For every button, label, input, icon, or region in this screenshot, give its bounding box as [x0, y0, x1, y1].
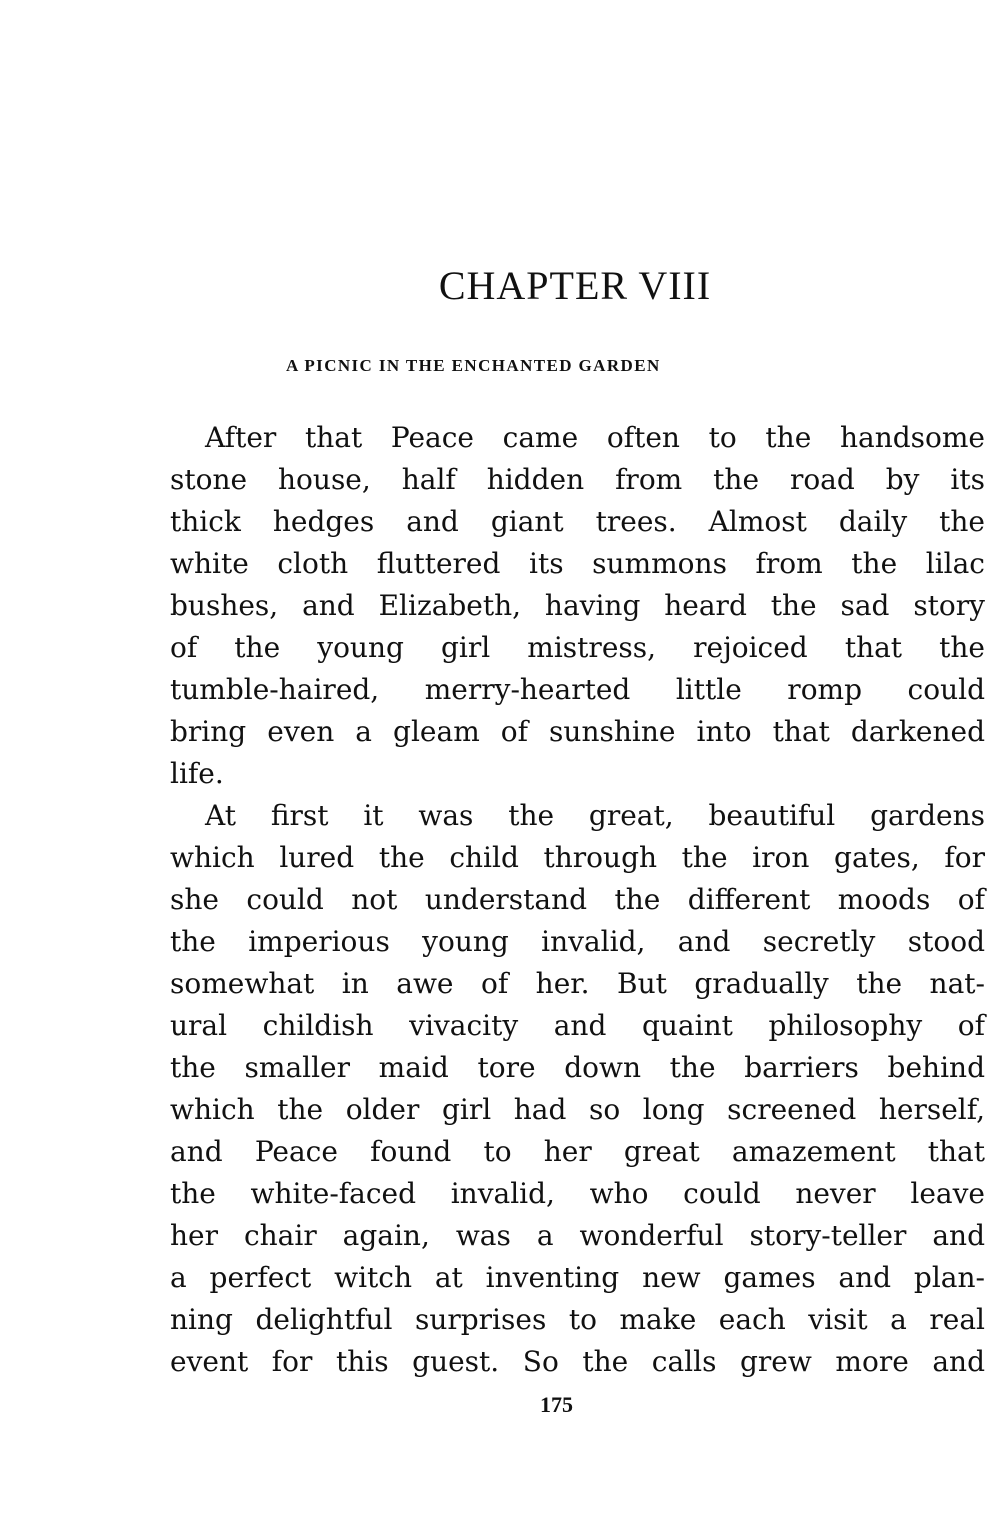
text-line: event for this guest. So the calls grew more and — [170, 1345, 985, 1378]
text-line: and Peace found to her great amazement that — [170, 1135, 985, 1168]
text-line: which the older girl had so long screened herself, — [170, 1093, 985, 1126]
text-line: ning delightful surprises to make each visit a real — [170, 1303, 985, 1336]
text-line: a perfect witch at inventing new games and plan- — [170, 1261, 985, 1294]
body-text — [170, 417, 985, 1383]
text-line: stone house, half hidden from the road by its — [170, 463, 985, 496]
text-line: the imperious young invalid, and secretly stood — [170, 925, 985, 958]
text-line: of the young girl mistress, rejoiced that the — [170, 631, 985, 664]
text-line: somewhat in awe of her. But gradually the nat- — [170, 967, 985, 1000]
text-line: white cloth fluttered its summons from the lilac — [170, 547, 985, 580]
text-line: tumble-haired, merry-hearted little romp could — [170, 673, 985, 706]
chapter-subtitle: A PICNIC IN THE ENCHANTED GARDEN — [286, 356, 661, 375]
text-line: the white-faced invalid, who could never leave — [170, 1177, 985, 1210]
page-number: 175 — [540, 1392, 573, 1417]
text-line: At first it was the great, beautiful gardens — [205, 799, 985, 832]
text-line: thick hedges and giant trees. Almost daily the — [170, 505, 985, 538]
text-line: bring even a gleam of sunshine into that darkened — [170, 715, 985, 748]
text-line: After that Peace came often to the handsome — [205, 421, 985, 454]
text-line: she could not understand the different moods of — [170, 883, 985, 916]
chapter-title: CHAPTER VIII — [438, 263, 712, 308]
text-line: bushes, and Elizabeth, having heard the sad story — [170, 589, 985, 622]
text-line: life. — [170, 757, 224, 790]
text-line: ural childish vivacity and quaint philosophy of — [170, 1009, 985, 1042]
text-line: her chair again, was a wonderful story-teller and — [170, 1219, 985, 1252]
text-line: which lured the child through the iron gates, for — [170, 841, 985, 874]
text-line: the smaller maid tore down the barriers behind — [170, 1051, 985, 1084]
